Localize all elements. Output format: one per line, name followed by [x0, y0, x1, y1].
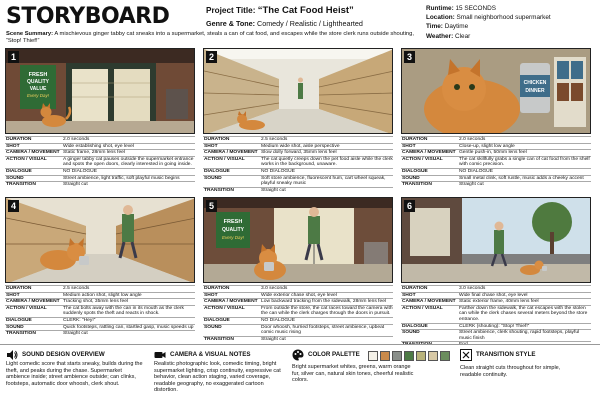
palette-title: COLOR PALETTE [308, 351, 360, 358]
palette-swatch [380, 351, 390, 361]
sound-label: SOUND [204, 175, 222, 181]
panel-1-camera-row [5, 149, 195, 156]
palette-icon [292, 349, 304, 361]
panel-5-details [203, 285, 393, 342]
panel-6-sound-row [401, 329, 591, 341]
palette-swatches [368, 351, 450, 361]
panel-4-details [5, 285, 195, 337]
panel-1-dialogue-row [5, 168, 195, 175]
panel-6-number: 6 [404, 200, 415, 212]
panel-6-transition: End [459, 342, 468, 348]
panel-5-sound: Door whoosh, hurried footsteps, street ambience, upbeat comic music rising [261, 324, 385, 336]
panel-5-action-row [203, 305, 393, 317]
action-label: ACTION / VISUAL [402, 305, 443, 311]
palette-swatch [404, 351, 414, 361]
panel-1-sound: Street ambience, light traffic, soft playful music begins [63, 175, 180, 181]
panel-1-details [5, 136, 195, 188]
panel-2-transition: Straight cut [261, 187, 286, 193]
panel-6-shot: Wide final chase shot, eye level [459, 292, 528, 298]
camera-label: CAMERA / MOVEMENT [204, 299, 258, 305]
panel-6-duration: 3.0 seconds [459, 286, 486, 291]
panel-2-sound: Soft store ambience, fluorescent hum, cart wheel squeak, playful sneaky music [261, 175, 386, 187]
panel-6-action: Farther down the sidewalk, the cat escapes with the stolen can while the clerk chases several meters beyond the store entrance. [459, 305, 588, 322]
panel-3-duration-row [401, 136, 591, 143]
panel-2-illustration [204, 49, 393, 134]
panel-1-shot-row [5, 143, 195, 150]
panel-5-dialogue-row [203, 317, 393, 324]
panel-5-action: From outside the store, the cat races toward the camera with the can while the clerk charges through the doors in pursuit. [261, 305, 393, 317]
dialogue-label: DIALOGUE [402, 323, 428, 329]
panel-2-sound-row [203, 175, 393, 187]
panel-4 [5, 197, 195, 345]
location-value: Small neighborhood supermarket [456, 14, 551, 22]
action-label: ACTION / VISUAL [6, 156, 47, 162]
panel-1-transition-row [5, 181, 195, 188]
panel-2-duration: 2.5 seconds [261, 137, 288, 142]
transition-label: TRANSITION [6, 182, 36, 188]
panel-3-duration: 2.0 seconds [459, 137, 486, 142]
panel-2-shot: Medium wide shot, aisle perspective [261, 143, 340, 149]
panel-2-camera-row [203, 149, 393, 156]
panel-4-dialogue-row [5, 317, 195, 324]
panel-1-shot: Wide establishing shot, eye level [63, 143, 134, 149]
action-label: ACTION / VISUAL [204, 305, 245, 311]
shot-label: SHOT [204, 292, 218, 298]
panel-5-dialogue: NO DIALOGUE [261, 317, 295, 323]
panel-4-dialogue: CLERK: “Hey!” [63, 317, 96, 323]
footer [0, 344, 600, 400]
panel-2-action: The cat quietly creeps down the pet food aisle while the clerk works in the background, unaware. [261, 156, 393, 168]
svg-text:DINNER: DINNER [525, 88, 545, 94]
transition-title: TRANSITION STYLE [476, 351, 536, 358]
panel-4-camera: Tracking shot, 35mm lens feel [63, 299, 129, 305]
duration-label: DURATION [402, 286, 428, 291]
svg-text:Every Day!: Every Day! [26, 93, 50, 98]
summary-value: A mischievous ginger tabby cat sneaks into a supermarket, steals a can of cat food, and escapes while the store clerk runs outside shouting, “Stop! Thief!” [6, 31, 414, 44]
panel-2-image [203, 48, 393, 134]
svg-text:FRESH: FRESH [223, 219, 243, 225]
svg-text:QUALITY: QUALITY [27, 79, 49, 85]
camera-label: CAMERA / MOVEMENT [402, 299, 456, 305]
panel-6-duration-row [401, 285, 591, 292]
panel-2-number: 2 [206, 51, 217, 63]
camera-icon [154, 349, 166, 361]
palette-swatch [392, 351, 402, 361]
panel-4-illustration [6, 198, 195, 283]
panel-3-action-row [401, 156, 591, 168]
palette-swatch [368, 351, 378, 361]
panel-6-sound: Street ambience, clerk shouting, rapid footsteps, playful music finish [459, 330, 580, 341]
panel-1-duration: 2.0 seconds [63, 137, 90, 142]
action-label: ACTION / VISUAL [402, 156, 443, 162]
panel-2-transition-row [203, 187, 393, 194]
dialogue-label: DIALOGUE [402, 168, 428, 174]
panel-5-number: 5 [206, 200, 217, 212]
time-label: Time: [426, 23, 443, 31]
project-value: “The Cat Food Heist” [257, 5, 354, 16]
panel-2-dialogue: NO DIALOGUE [261, 168, 295, 174]
panel-4-transition: Straight cut [63, 331, 88, 337]
panel-1-number: 1 [8, 51, 19, 63]
sound-title: SOUND DESIGN OVERVIEW [22, 351, 105, 358]
genre-tone [206, 19, 363, 28]
panel-5-image [203, 197, 393, 283]
panel-2 [203, 48, 393, 196]
transition-icon [460, 349, 472, 361]
svg-text:QUALITY: QUALITY [222, 227, 244, 233]
panel-4-duration: 2.5 seconds [63, 286, 90, 291]
panel-3-number: 3 [404, 51, 415, 63]
summary-label: Scene Summary: [6, 31, 54, 37]
action-label: ACTION / VISUAL [204, 156, 245, 162]
palette-text: Bright supermarket whites, greens, warm orange fur, silver can, natural skin tones, cheerful realistic colors. [292, 364, 414, 384]
panel-3-dialogue: NO DIALOGUE [459, 168, 493, 174]
panel-4-shot-row [5, 292, 195, 299]
time-value: Daytime [444, 23, 469, 31]
location-label: Location: [426, 14, 455, 22]
svg-text:CHICKEN: CHICKEN [523, 80, 547, 86]
meta-info [426, 4, 551, 41]
shot-label: SHOT [6, 292, 20, 298]
panel-5-camera-row [203, 298, 393, 305]
panel-4-shot: Medium action shot, slight low angle [63, 292, 142, 298]
panel-1 [5, 48, 195, 196]
panel-3-camera: Gentle push-in, 50mm lens feel [459, 150, 527, 156]
panel-3-image [401, 48, 591, 134]
panel-4-sound-row [5, 324, 195, 331]
panel-6-image [401, 197, 591, 283]
panel-2-dialogue-row [203, 168, 393, 175]
sound-label: SOUND [6, 175, 24, 181]
duration-label: DURATION [6, 286, 32, 291]
panel-5-camera: Low backward tracking from the sidewalk, 28mm lens feel [261, 299, 387, 305]
panel-3-sound-row [401, 175, 591, 182]
camera-label: CAMERA / MOVEMENT [6, 150, 60, 156]
panel-2-duration-row [203, 136, 393, 143]
panel-3-details [401, 136, 591, 188]
panel-5-shot-row [203, 292, 393, 299]
dialogue-label: DIALOGUE [6, 168, 32, 174]
panel-1-duration-row [5, 136, 195, 143]
sound-label: SOUND [402, 330, 420, 336]
panel-1-illustration [6, 49, 195, 134]
genre-value: Comedy / Realistic / Lighthearted [257, 19, 363, 28]
transition-label: TRANSITION [204, 336, 234, 342]
panel-5 [203, 197, 393, 345]
transition-label: TRANSITION [6, 331, 36, 337]
panel-1-sound-row [5, 175, 195, 182]
transition-label: TRANSITION [402, 342, 432, 348]
panel-4-action: The cat bolts away with the can in its mouth as the clerk suddenly spots the theft and reacts in shock. [63, 305, 184, 317]
dialogue-label: DIALOGUE [204, 317, 230, 323]
panel-3 [401, 48, 591, 196]
palette-swatch [440, 351, 450, 361]
svg-text:FRESH: FRESH [28, 72, 48, 78]
duration-label: DURATION [402, 137, 428, 142]
runtime-value: 15 SECONDS [455, 5, 496, 12]
panel-6-illustration [402, 198, 591, 283]
panel-2-camera: Slow dolly forward, 35mm lens feel [261, 150, 337, 156]
panel-4-sound: Quick footsteps, rattling can, startled gasp, music speeds up [63, 324, 194, 330]
panel-3-shot: Close-up, slight low angle [459, 143, 515, 149]
panel-4-number: 4 [8, 200, 19, 212]
panel-1-image [5, 48, 195, 134]
sound-text: Light comedic score that starts sneaky, builds during the theft, and peaks during the chase. Supermarket ambience inside; street ambience outside; can clinks, footsteps, automatic door whoosh, clerk shout. [6, 361, 143, 387]
panel-6-dialogue-row [401, 323, 591, 330]
panel-1-action: A ginger tabby cat pauses outside the supermarket entrance and spots the open doors, clearly interested in going inside. [63, 156, 194, 168]
shot-label: SHOT [6, 143, 20, 149]
panel-3-camera-row [401, 149, 591, 156]
panel-5-duration: 3.0 seconds [261, 286, 288, 291]
panel-6-details [401, 285, 591, 348]
panel-1-transition: Straight cut [63, 182, 88, 188]
header [0, 0, 600, 46]
runtime-label: Runtime: [426, 5, 454, 12]
duration-label: DURATION [204, 137, 230, 142]
shot-label: SHOT [402, 292, 416, 298]
panel-3-illustration [402, 49, 591, 134]
panel-2-details [203, 136, 393, 193]
speaker-icon [6, 349, 18, 361]
panel-5-transition: Straight cut [261, 336, 286, 342]
panel-4-duration-row [5, 285, 195, 292]
camera-text: Realistic photographic look, comedic timing, bright supermarket lighting, crisp continuity, expressive cat behavior, clean action staging, varied coverage, readable geography, no exaggerated cartoon distortion. [154, 361, 281, 394]
weather-value: Clear [455, 32, 471, 40]
panel-6 [401, 197, 591, 348]
panel-6-shot-row [401, 292, 591, 299]
panel-5-illustration [204, 198, 393, 283]
duration-label: DURATION [6, 137, 32, 142]
camera-label: CAMERA / MOVEMENT [204, 150, 258, 156]
palette-swatch [428, 351, 438, 361]
weather-label: Weather: [426, 32, 454, 40]
panel-4-camera-row [5, 298, 195, 305]
panel-2-shot-row [203, 143, 393, 150]
dialogue-label: DIALOGUE [6, 317, 32, 323]
panel-5-shot: Wide exterior chase shot, eye level [261, 292, 337, 298]
genre-label: Genre & Tone: [206, 19, 255, 28]
camera-label: CAMERA / MOVEMENT [402, 150, 456, 156]
panel-5-sound-row [203, 324, 393, 336]
camera-title: CAMERA & VISUAL NOTES [170, 351, 251, 358]
panel-3-action: The cat skillfully grabs a single can of cat food from the shelf with comic precision. [459, 156, 590, 168]
transition-label: TRANSITION [204, 187, 234, 193]
panel-6-dialogue: CLERK (shouting): “Stop! Thief!” [459, 323, 530, 329]
panel-3-transition: Straight cut [459, 182, 484, 188]
sound-label: SOUND [6, 324, 24, 330]
action-label: ACTION / VISUAL [6, 305, 47, 311]
svg-text:VALUE: VALUE [29, 86, 47, 92]
panel-1-dialogue: NO DIALOGUE [63, 168, 97, 174]
panel-3-transition-row [401, 181, 591, 188]
camera-label: CAMERA / MOVEMENT [6, 299, 60, 305]
panel-4-transition-row [5, 330, 195, 337]
project-title [206, 5, 354, 16]
panel-1-camera: Static frame, 28mm lens feel [63, 150, 125, 156]
panel-6-action-row [401, 305, 591, 323]
panel-3-sound: Small metal clink, soft rustle, music adds a cheeky accent [459, 175, 584, 181]
panel-5-transition-row [203, 336, 393, 343]
storyboard-logo: STORYBOARD [6, 4, 170, 29]
panel-1-action-row [5, 156, 195, 168]
transition-text: Clean straight cuts throughout for simple, readable continuity. [460, 365, 561, 378]
panel-6-camera-row [401, 298, 591, 305]
dialogue-label: DIALOGUE [204, 168, 230, 174]
duration-label: DURATION [204, 286, 230, 291]
panel-2-action-row [203, 156, 393, 168]
sound-label: SOUND [402, 175, 420, 181]
shot-label: SHOT [402, 143, 416, 149]
transition-label: TRANSITION [402, 182, 432, 188]
sound-label: SOUND [204, 324, 222, 330]
svg-text:Every Day!: Every Day! [221, 235, 245, 240]
panel-3-dialogue-row [401, 168, 591, 175]
panel-6-camera: Static exterior frame, 40mm lens feel [459, 299, 539, 305]
panel-3-shot-row [401, 143, 591, 150]
project-label: Project Title: [206, 6, 256, 15]
panel-4-image [5, 197, 195, 283]
scene-summary [6, 31, 421, 45]
panel-5-duration-row [203, 285, 393, 292]
panel-4-action-row [5, 305, 195, 317]
shot-label: SHOT [204, 143, 218, 149]
palette-swatch [416, 351, 426, 361]
